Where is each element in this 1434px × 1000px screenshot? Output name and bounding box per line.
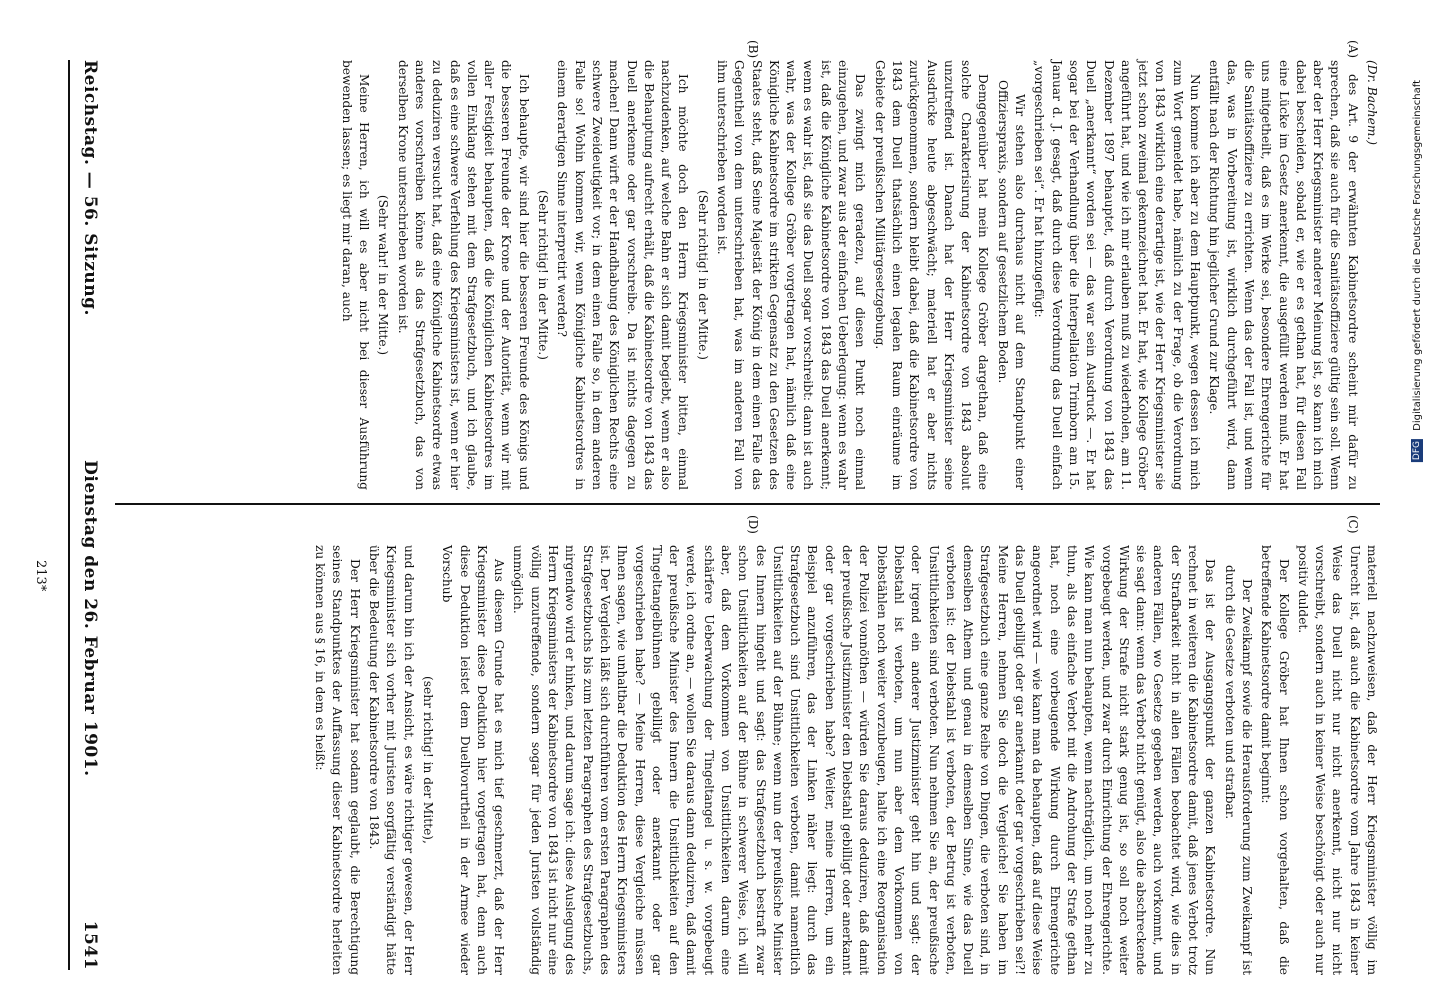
right-column [120, 545, 1380, 975]
page-footer-number: 213* [33, 560, 48, 592]
paragraph: und darum bin ich der Ansicht, es wäre richtiger gewesen, der Herr Kriegsminister sich vorher mit Juristen sorgfältig verständigt hätte über die Bedeutung der Kabinetsordre von 1843. [367, 545, 416, 975]
left-column [120, 60, 1380, 490]
interjection: (Sehr richtig! in der Mitte.) [695, 190, 710, 360]
interjection: (Sehr richtig! in der Mitte.) [536, 190, 551, 360]
interjection: (sehr richtig! in der Mitte), [420, 676, 435, 844]
paragraph: Ich möchte doch den Herrn Kriegsminister bitten, einmal nachzudenken, auf welche Bahn er sich damit begiebt, wenn er also die Behauptung aufrecht erhält, daß die Kabinetsordre von 1843 das Duell anerkenne oder gar vorschreibe. Da ist nichts dagegen zu machen! Dann wirft er der Handhabung des Königlichen Rechts eine schwere Zweideutigkeit vor; in dem einen Falle so, in dem anderen Falle so! Wohin kommen wir, wenn Königliche Kabinetsordres in einem derartigen Sinne interpretirt werden? [555, 60, 691, 490]
paragraph: Das zwingt mich geradezu, auf diesen Punkt noch einmal einzugehen, und zwar aus der einfachen Ueberlegung: wenn es wahr ist, daß die Königliche Kabinetsordre von 1843 das Duell anerkennt; wenn es wahr ist, daß sie das Duell sogar vorschreibt: dann ist auch wahr, was der Kollege Gröber vorgetragen hat, nämlich daß eine Königliche Kabinetsordre im strikten Gegensatz zu den Gesetzen des Staates steht, daß Seine Majestät der König in dem einen Falle das Gegentheil von dem unterschrieben hat, was im anderen Fall von ihm unterschrieben worden ist. [715, 60, 868, 490]
paragraph: Aus diesem Grunde hat es mich tief geschmerzt, daß der Herr Kriegsminister diese Deduktion hier vorgetragen hat, denn auch diese Deduktion leistet dem Duellvorurtheil in der Armee wieder Vorschub [440, 545, 507, 975]
paragraph: Meine Herren, ich will es aber nicht bei dieser Ausführung bewenden lassen; es liegt mir daran, auch [339, 60, 372, 490]
dfg-logo: DFG [1412, 440, 1422, 460]
paragraph: Ich behaupte, wir sind hier die besseren Freunde des Königs und die besseren Freunde der Krone und der Autorität, wenn wir mit aller Festigkeit behaupten, daß die Königlichen Kabinetsordres im vollen Einklang stehen mit dem Strafgesetzbuch, und ich glaube, daß es eine schwere Verfehlung des Kriegsministers ist, wenn er hier zu deduziren versucht hat, daß eine Königliche Kabinetsordre etwas anderes vorschreiben könne als das Strafgesetzbuch, das von derselben Krone unterschrieben worden ist. [395, 60, 531, 490]
header-page-number: 1541 [80, 920, 100, 970]
header-center: Dienstag den 26. Februar 1901. [80, 460, 100, 777]
digitization-sidebar [1400, 0, 1434, 1000]
paragraph: Das ist der Ausgangspunkt der ganzen Kabinetsordre. Nun rechnet in weiteren die Kabinetsordre damit, daß jenes Verbot trotz der Strafbarkeit nicht in allen Fällen beobachtet wird, wie dies in anderen Fällen, wo Gesetze gegeben werden, auch vorkommt, und sie sagt dann: wenn das Verbot nicht genügt, also die abschreckende Wirkung der Strafe nicht stark genug ist, so soll noch weiter vorgebeugt werden, und zwar durch Einrichtung der Ehrengerichte. Wie kann man nun behaupten, wenn nachträglich, um noch mehr zu thun, als das einfache Verbot mit die Androhung der Strafe gethan hat, noch eine vorbeugende Wirkung durch Ehrengerichte angeordnet wird — wie kann man da behaupten, daß auf diese Weise das Duell gebilligt oder gar anerkannt oder gar vorgeschrieben sei?! Meine Herren, nehmen Sie doch die Vergleiche! Sie haben im Strafgesetzbuch eine ganze Reihe von Dingen, die verboten sind, in demselben Athem und genau in demselben Sinne, wie das Duell verboten ist: der Diebstahl ist verboten, der Betrug ist verboten, Unsittlichkeiten sind verboten. Nun nehmen Sie an, der preußische oder irgend ein anderer Justizminister geht hin und sagt: der Diebstahl ist verboten, um nun aber dem Vorkommen von Diebstählen noch weiter vorzubeugen, halte ich eine Reorganisation der Polizei vonnöthen — würden Sie daraus deduziren, daß damit der preußische Justizminister den Diebstahl gebilligt oder anerkannt oder gar vorgeschrieben habe? Weiter, meine Herren, um ein Beispiel anzuführen, das der Linken näher liegt: durch das Strafgesetzbuch sind Unsittlichkeiten verboten, damit namentlich Unsittlichkeiten auf der Bühne; wenn nun der preußische Minister des Innern hingeht und sagt: das Strafgesetzbuch bestraft zwar schon Unsittlichkeiten auf der Bühne in schwerer Weise, ich will aber, daß dem Vorkommen von Unsittlichkeiten darum eine schärfere Ueberwachung der Tingeltangel u. s. w. vorgebeugt werde, ich ordne an, — wollen Sie daraus dann deduziren, daß damit der preußische Minister des Innern die Unsittlichkeiten auf den Tingeltangelbühnen gebilligt oder anerkannt oder gar vorgeschrieben habe? — Meine Herren, diese Vergleiche müssen Ihnen sagen, wie unhaltbar die Deduktion des Herrn Kriegsministers ist. Der Vergleich läßt sich durchführen vom ersten Paragraphen des Strafgesetzbuchs bis zum letzten Paragraphen des Strafgesetzbuchs, nirgendwo wird er hinken, und darum sage ich: diese Auslegung des Herrn Kriegsministers der Kabinetsordre von 1843 ist nicht nur eine völlig unzutreffende, sondern sogar für jeden Juristen vollständig unmöglich. [511, 545, 1218, 975]
header-left: Reichstag. — 56. Sitzung. [80, 60, 100, 316]
marker-d: (D) [746, 515, 760, 534]
funding-note: Digitalisierung gefördert durch die Deutsche Forschungsgemeinschaft [1411, 80, 1423, 431]
paragraph: des Art. 9 der erwähnten Kabinetsordre scheint mir dafür zu sprechen, daß sie auch für die Sanitätsoffiziere gültig sein soll. Wenn aber der Herr Kriegsminister anderer Meinung ist, so kann ich mich dabei bescheiden, sobald er, wie er es gethan hat, für diesen Fall eine Lücke im Gesetz anerkennt, die ausgefüllt werden muß. Er hat uns mitgetheilt, daß es im Werke sei, besondere Ehrengerichte für die Sanitätsoffiziere zu errichten. Wenn das der Fall ist, und wenn das, was in Vorbereitung ist, wirklich durchgeführt wird, dann entfällt nach der Richtung hin jeglicher Grund zur Klage. [1207, 60, 1360, 490]
quote: Wir stehen also durchaus nicht auf dem Standpunkt einer Offizierspraxis, sondern auf gesetzlichem Boden. [995, 80, 1028, 490]
paragraph: Nun komme ich aber zu dem Hauptpunkt, wegen dessen ich mich zum Wort gemeldet habe, nämlich zu der Frage, ob die Verordnung von 1843 wirklich eine derartige ist, wie der Herr Kriegsminister sie jetzt schon zweimal gekennzeichnet hat. Er hat, wie Kollege Gröber angeführt hat, und wie ich mir erlauben muß zu wiederholen, am 11. Dezember 1897 behauptet, daß durch Verordnung von 1843 das Duell „anerkannt“ worden sei — das war sein Ausdruck —. Er hat sogar bei der Verhandlung über die Interpellation Trimborn am 15. Januar d. J. gesagt, daß durch diese Verordnung das Duell einfach „vorgeschrieben sei“. Er hat hinzugefügt: [1032, 60, 1203, 490]
paragraph: Der Herr Kriegsminister hat sodann geglaubt, die Berechtigung seines Standpunktes der Auffassung dieser Kabinetsordre herleiten zu können aus § 16, in dem es heißt: [313, 545, 362, 975]
marker-c: (C) [1346, 515, 1360, 534]
page-header [68, 60, 110, 970]
speaker-label: (Dr. Bachem.) [1365, 60, 1379, 146]
interjection: (Sehr wahr! in der Mitte.) [376, 194, 391, 356]
paragraph: Demgegenüber hat mein Kollege Gröber dargethan, daß eine solche Charakterisirung der Kabinetsordre von 1843 absolut unzutreffend ist. Danach hat der Herr Kriegsminister seine Ausdrücke heute abgeschwächt; materiell hat er aber nichts zurückgenommen, sondern bleibt dabei, daß die Kabinetsordre von 1843 dem Duell thatsächlich einen legalen Raum einräume im Gebiete der preußischen Militärgesetzgebung. [872, 60, 991, 490]
marker-b: (B) [746, 40, 760, 59]
quote: Der Zweikampf sowie die Herausforderung zum Zweikampf ist durch die Gesetze verboten und strafbar. [1222, 565, 1254, 975]
marker-a: (A) [1346, 40, 1360, 59]
paragraph: materiell nachzuweisen, daß der Herr Kriegsminister völlig im Unrecht ist, daß auch die Kabinetsordre vom Jahre 1843 in keiner Weise das Duell nicht nur nicht anerkennt, nicht nur nicht vorschreibt, sondern auch in keiner Weise beschönigt oder auch nur positiv duldet. [1295, 545, 1379, 975]
paragraph: Der Kollege Gröber hat Ihnen schon vorgehalten, daß die betreffende Kabinetsordre damit beginnt: [1259, 545, 1291, 975]
column-divider [115, 503, 1380, 505]
